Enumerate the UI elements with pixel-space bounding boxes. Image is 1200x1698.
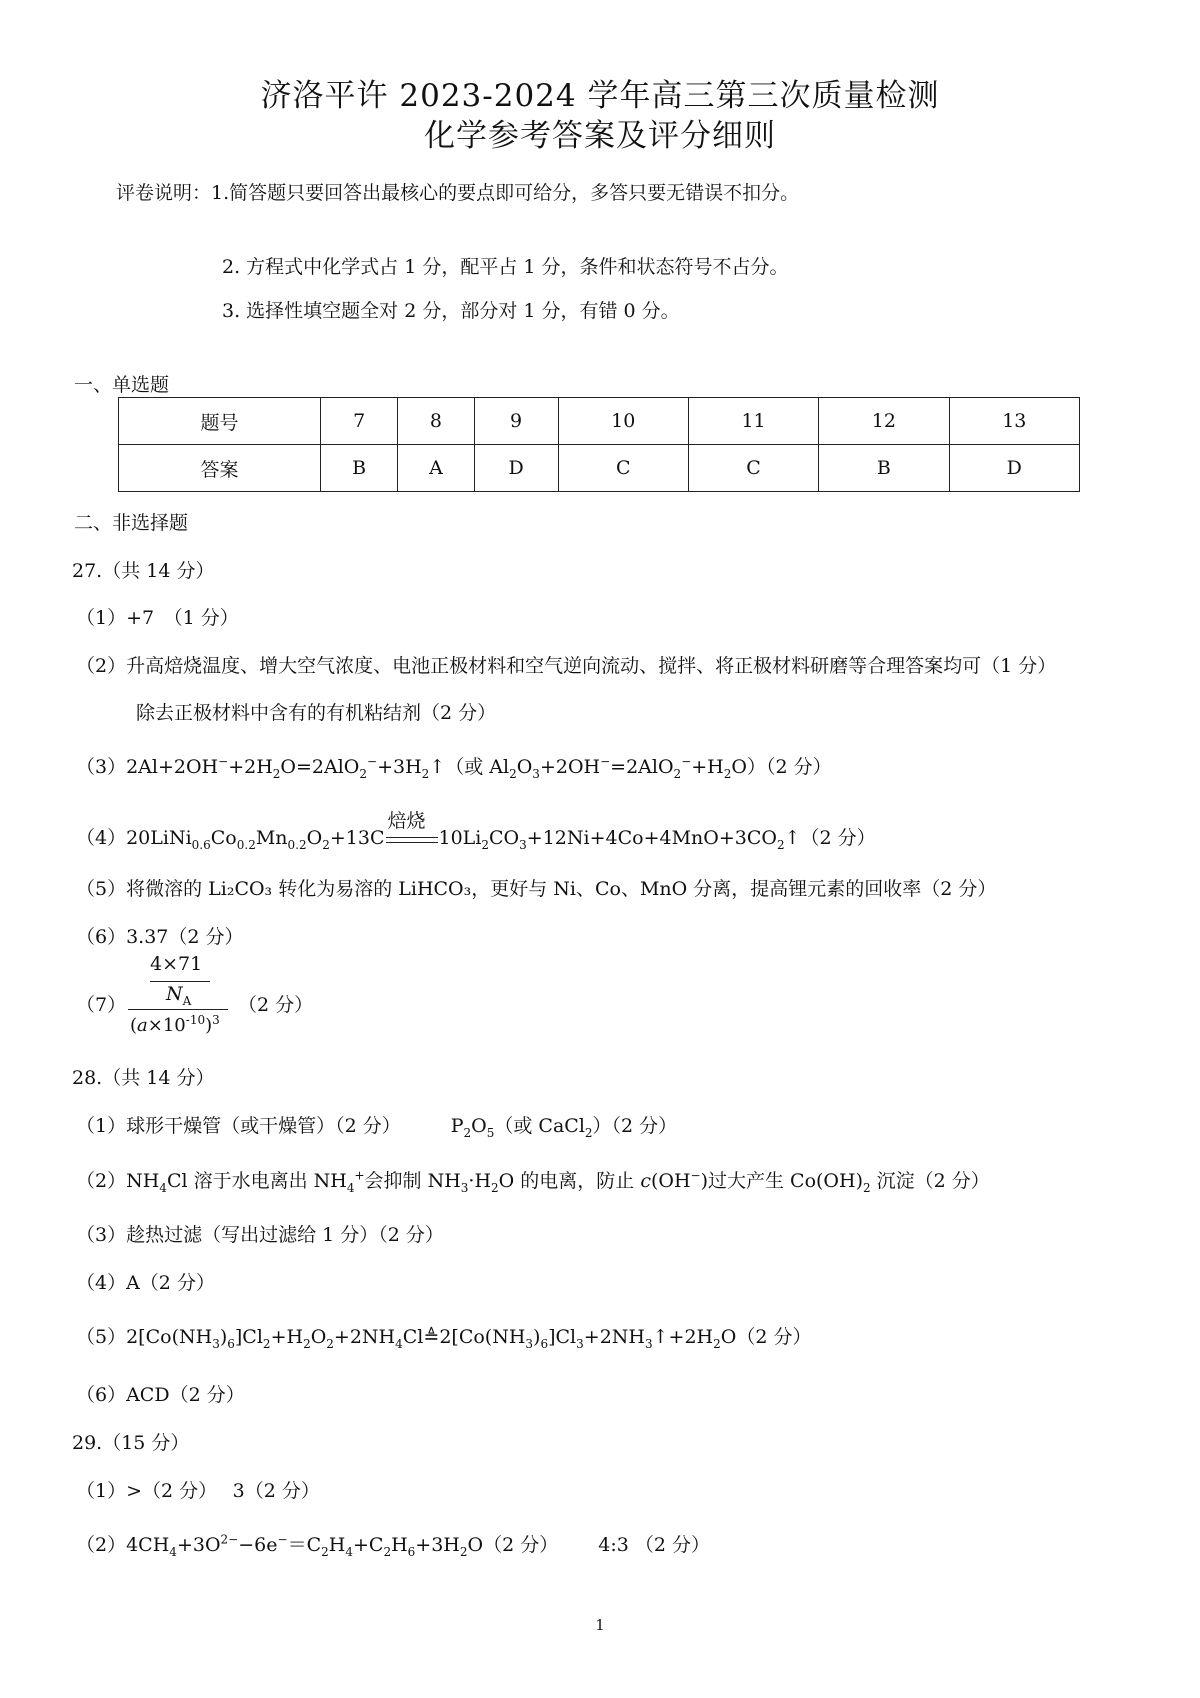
- answer-table: [118, 397, 1080, 492]
- q29-answer-1: （1）>（2 分） 3（2 分）: [76, 1480, 320, 1502]
- table-cell: 9: [474, 398, 558, 445]
- q27-answer-7-score: （2 分）: [238, 994, 314, 1016]
- formula-numerator: 4×71: [150, 953, 203, 975]
- grading-notes-item2: 2. 方程式中化学式占 1 分，配平占 1 分，条件和状态符号不占分。: [222, 256, 789, 278]
- table-row-label: 题号: [119, 398, 321, 445]
- table-cell: C: [558, 445, 688, 492]
- table-cell: D: [474, 445, 558, 492]
- table-row-numbers: [119, 398, 1080, 445]
- q28-answer-6: （6）ACD（2 分）: [76, 1384, 245, 1406]
- table-cell: B: [320, 445, 397, 492]
- grading-note-text: 1.简答题只要回答出最核心的要点即可给分，多答只要无错误不扣分。: [211, 182, 800, 204]
- grading-notes-label: 评卷说明：: [116, 182, 212, 204]
- q28-answer-1: （1）球形干燥管（或干燥管）（2 分） $P_2O_5$（或 CaCl$_2$）（2 分）: [76, 1115, 678, 1140]
- q28-answer-3: （3）趁热过滤（写出过滤给 1 分）（2 分）: [76, 1224, 444, 1246]
- table-cell: 7: [320, 398, 397, 445]
- q28-answer-4: （4）A（2 分）: [76, 1272, 215, 1294]
- formula-denominator: $(a\times 10^{-10})^3$: [130, 1013, 220, 1036]
- table-cell: 11: [688, 398, 818, 445]
- table-cell: 12: [819, 398, 949, 445]
- q27-answer-3: $(3)2Al+2OH^-+2H_2O=2AlO_2^-+3H_2↑$（或 $Al_2O_3+2OH^-=2AlO_2^-+H_2O)(2$ 分）: [76, 754, 832, 781]
- table-cell: 8: [398, 398, 474, 445]
- page-title-line1: 济洛平许 2023-2024 学年高三第三次质量检测: [260, 78, 940, 114]
- grading-notes-item1: [116, 178, 799, 205]
- q27-answer-1: （1）+7 （1 分）: [76, 607, 239, 629]
- table-cell: 13: [949, 398, 1079, 445]
- table-cell: 10: [558, 398, 688, 445]
- avogadro-symbol: $N_A$: [166, 983, 192, 1008]
- q29-heading: 29.（15 分）: [72, 1432, 190, 1454]
- page-title-line2: 化学参考答案及评分细则: [424, 118, 776, 154]
- q27-answer-2: （2）升高焙烧温度、增大空气浓度、电池正极材料和空气逆向流动、搅拌、将正极材料研磨等合理答案均可（1 分）: [76, 655, 1057, 677]
- grading-notes-item3: 3. 选择性填空题全对 2 分，部分对 1 分，有错 0 分。: [222, 300, 680, 322]
- table-cell: B: [819, 445, 949, 492]
- density-formula: [120, 953, 230, 1045]
- section-heading-non-choice: 二、非选择题: [74, 512, 189, 534]
- q28-answer-2: $(2)NH_4Cl$ 溶于水电离出 $NH_4^+$会抑制 $NH_3\cdot H_2O$ 的电离，防止 c(OH−)过大产生 $Co(OH)_2$ 沉淀（2 分）: [76, 1168, 990, 1195]
- section-heading-single-choice: 一、单选题: [74, 374, 170, 396]
- q28-answer-1a: （1）球形干燥管（或干燥管）（2 分）: [76, 1115, 401, 1137]
- q27-answer-6: （6）3.37（2 分）: [76, 926, 244, 948]
- q28-answer-5: $(5)2[Co(NH_3)_6]Cl_2+H_2O_2+2NH_4Cl≜2[Co(NH_3)_6]Cl_3+2NH_3↑+2H_2O(2$ 分）: [76, 1326, 812, 1351]
- q27-heading: 27.（共 14 分）: [72, 560, 215, 582]
- table-row-answers: [119, 445, 1080, 492]
- q28-heading: 28.（共 14 分）: [72, 1067, 215, 1089]
- q27-answer-4: $(4)20LiNi_{0.6}Co_{0.2}Mn_{0.2}O_2+13C$ 焙烧 $10Li_2CO_3+12Ni+4Co+4MnO+3CO_2↑(2$ 分）: [76, 823, 876, 852]
- table-cell: C: [688, 445, 818, 492]
- reaction-condition-arrow: [386, 810, 438, 850]
- q27-answer-7-label: （7）: [76, 994, 127, 1016]
- page-number: 1: [595, 1616, 605, 1634]
- q27-answer-5: （5）将微溶的 Li₂CO₃ 转化为易溶的 LiHCO₃，更好与 Ni、Co、MnO 分离，提高锂元素的回收率（2 分）: [76, 878, 997, 900]
- table-cell: D: [949, 445, 1079, 492]
- table-cell: A: [398, 445, 474, 492]
- reaction-condition-label: 焙烧: [387, 810, 426, 832]
- table-row-label: 答案: [119, 445, 321, 492]
- heat-condition-symbol: ≜: [423, 1326, 440, 1348]
- q27-answer-2b: 除去正极材料中含有的有机粘结剂（2 分）: [136, 702, 497, 724]
- q29-answer-2: $(2)4CH_4+3O^{2-}-6e^-=C_2H_4+C_2H_6+3H_2O(2$ 分） 4:3 （2 分）: [76, 1532, 710, 1559]
